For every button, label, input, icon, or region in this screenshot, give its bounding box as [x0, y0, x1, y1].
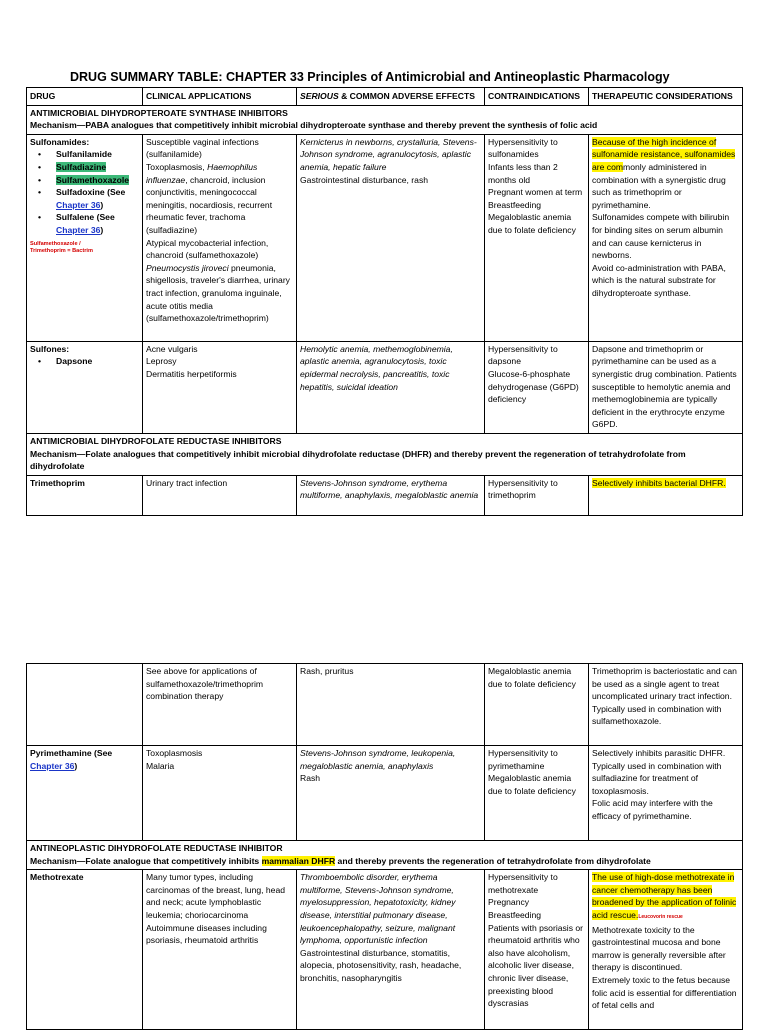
table-row [27, 475, 743, 515]
chapter-link[interactable]: Chapter 36 [56, 199, 101, 210]
header-drug: DRUG [27, 88, 143, 106]
table-row [27, 664, 743, 746]
clinical-cell: Susceptible vaginal infections (sulfanilamide) Toxoplasmosis, Haemophilus influenzae, chancroid, inclusion conjunctivitis, meningococcal meningitis, nocardiosis, recurrent rheumatic fever, trachoma (sulfadiazine) Atypical mycobacterial infection, chancroid (sulfamethoxazole) Pneumocystis jiroveci pneumonia, shigellosis, traveler's diarrhea, urinary tract infection, granuloma inguinale, acute otitis media (sulfamethoxazole/trimethoprim) [143, 134, 297, 341]
section-title: ANTINEOPLASTIC DIHYDROFOLATE REDUCTASE INHIBITOR [30, 843, 283, 853]
header-thera: THERAPEUTIC CONSIDERATIONS [589, 88, 743, 106]
table-row [27, 134, 743, 341]
adverse-cell: Kernicterus in newborns, crystalluria, Stevens-Johnson syndrome, agranulocytosis, aplastic anemia, hepatic failure Gastrointestinal disturbance, rash [297, 134, 485, 341]
contra-cell: Hypersensitivity to sulfonamides Infants less than 2 months old Pregnant women at term Breastfeeding Megaloblastic anemia due to folate deficiency [485, 134, 589, 341]
thera-cell: Dapsone and trimethoprim or pyrimethamine can be used as a synergistic drug combination. Patients susceptible to hemolytic anemia and methemoglobinemia are typically deficient in the erythrocyte enzyme G6PD. [589, 341, 743, 433]
section-row [27, 433, 743, 475]
drug-cell [27, 664, 143, 746]
section-mechanism: Mechanism—Folate analogues that competitively inhibit microbial dihydrofolate reductase (DHFR) and thereby prevent the regeneration of tetrahydrofolate from dihydrofolate [30, 448, 686, 472]
section-mechanism: Mechanism—Folate analogue that competitively inhibits mammalian DHFR and thereby prevents the regeneration of tetrahydrofolate from dihydrofolate [30, 855, 651, 866]
contra-cell: Hypersensitivity to dapsone Glucose-6-phosphate dehydrogenase (G6PD) deficiency [485, 341, 589, 433]
section-cell [27, 841, 743, 870]
drug-cell: Trimethoprim [27, 475, 143, 515]
drug-summary-table [26, 87, 743, 516]
section-cell [27, 105, 743, 134]
adverse-cell: Hemolytic anemia, methemoglobinemia, aplastic anemia, agranulocytosis, toxic epidermal necrolysis, pancreatitis, toxic hepatitis, suicidal ideation [297, 341, 485, 433]
adverse-cell: Stevens-Johnson syndrome, leukopenia, megaloblastic anemia, anaphylaxis Rash [297, 746, 485, 841]
handwritten-note: Leucovorin rescue [638, 913, 683, 920]
section-mechanism: Mechanism—PABA analogues that competitively inhibit microbial dihydropteroate synthase and thereby prevent the synthesis of folic acid [30, 120, 598, 131]
list-item: • Sulfadiazine [30, 161, 139, 174]
contra-cell: Hypersensitivity to trimethoprim [485, 475, 589, 515]
adverse-cell: Rash, pruritus [297, 664, 485, 746]
clinical-cell: Many tumor types, including carcinomas of the breast, lung, head and neck; acute lymphoblastic leukemia; choriocarcinoma Autoimmune diseases including psoriasis, rheumatoid arthritis [143, 870, 297, 1030]
clinical-cell: Toxoplasmosis Malaria [143, 746, 297, 841]
contra-cell: Hypersensitivity to pyrimethamine Megaloblastic anemia due to folate deficiency [485, 746, 589, 841]
drug-list [30, 148, 139, 236]
contra-cell: Hypersensitivity to methotrexate Pregnancy Breastfeeding Patients with psoriasis or rheumatoid arthritis who also have alcoholism, alcoholic liver disease, chronic liver disease, preexisting blood dyscrasias [485, 870, 589, 1030]
page-title: DRUG SUMMARY TABLE: CHAPTER 33 Principles of Antimicrobial and Antineoplastic Pharmacology [70, 70, 670, 84]
section-cell [27, 433, 743, 475]
drug-cell: Methotrexate [27, 870, 143, 1030]
adverse-cell: Thromboembolic disorder, erythema multiforme, Stevens-Johnson syndrome, myelosuppression, hepatotoxicity, kidney disease, interstitial pulmonary disease, leukoencephalopathy, seizure, malignant lymphoma, opportunistic infection Gastrointestinal disturbance, stomatitis, alopecia, photosensitivity, rash, headache, bronchitis, nasopharyngitis [297, 870, 485, 1030]
header-contra: CONTRAINDICATIONS [485, 88, 589, 106]
thera-cell: Because of the high incidence of sulfonamide resistance, sulfonamides are commonly administered in combination with a synergistic drug such as trimethoprim or pyrimethamine. Sulfonamides compete with bilirubin for binding sites on serum albumin and can cause kernicterus in newborns. Avoid co-administration with PABA, which is the natural substrate for dihydropteroate synthase. [589, 134, 743, 341]
chapter-link[interactable]: Chapter 36 [30, 760, 75, 771]
list-item: • Sulfalene (See Chapter 36) [30, 211, 139, 236]
section-row [27, 841, 743, 870]
thera-cell: Selectively inhibits parasitic DHFR. Typically used in combination with sulfadiazine for treatment of toxoplasmosis. Folic acid may interfere with the efficacy of pyrimethamine. [589, 746, 743, 841]
list-item: • Sulfadoxine (See Chapter 36) [30, 186, 139, 211]
clinical-cell: Urinary tract infection [143, 475, 297, 515]
header-adverse [297, 88, 485, 106]
clinical-cell: Acne vulgaris Leprosy Dermatitis herpetiformis [143, 341, 297, 433]
section-row [27, 105, 743, 134]
drug-cell [27, 134, 143, 341]
table-header-row [27, 88, 743, 106]
header-clinical: CLINICAL APPLICATIONS [143, 88, 297, 106]
drug-name: Sulfonamides: [30, 136, 90, 147]
drug-summary-table-continued [26, 663, 743, 1030]
table-row [27, 746, 743, 841]
handwritten-note: Sulfamethoxazole / Trimethoprim = Bactrim [30, 240, 93, 254]
thera-cell: The use of high-dose methotrexate in cancer chemotherapy has been broadened by the application of folinic acid rescue.Leucovorin rescue Methotrexate toxicity to the gastrointestinal mucosa and bone marrow is generally reversible after therapy is discontinued. Extremely toxic to the fetus because folic acid is essential for differentiation of fetal cells and [589, 870, 743, 1030]
list-item: • Sulfamethoxazole [30, 174, 139, 187]
header-serious: SERIOUS [300, 91, 339, 101]
section-title: ANTIMICROBIAL DIHYDROPTEROATE SYNTHASE INHIBITORS [30, 107, 288, 118]
clinical-cell: See above for applications of sulfamethoxazole/trimethoprim combination therapy [143, 664, 297, 746]
adverse-cell: Stevens-Johnson syndrome, erythema multiforme, anaphylaxis, megaloblastic anemia [297, 475, 485, 515]
header-adverse-rest: & COMMON ADVERSE EFFECTS [338, 91, 475, 101]
thera-cell: Trimethoprim is bacteriostatic and can be used as a single agent to treat uncomplicated urinary tract infection. Typically used in combination with sulfamethoxazole. [589, 664, 743, 746]
list-item: • Sulfanilamide [30, 148, 139, 161]
thera-cell: Selectively inhibits bacterial DHFR. [589, 475, 743, 515]
section-title: ANTIMICROBIAL DIHYDROFOLATE REDUCTASE INHIBITORS [30, 435, 282, 446]
list-item: • Dapsone [30, 355, 139, 368]
drug-cell: Pyrimethamine (See Chapter 36) [27, 746, 143, 841]
chapter-link[interactable]: Chapter 36 [56, 224, 101, 235]
drug-cell: Sulfones: • Dapsone [27, 341, 143, 433]
contra-cell: Megaloblastic anemia due to folate deficiency [485, 664, 589, 746]
table-row [27, 870, 743, 1030]
table-row [27, 341, 743, 433]
